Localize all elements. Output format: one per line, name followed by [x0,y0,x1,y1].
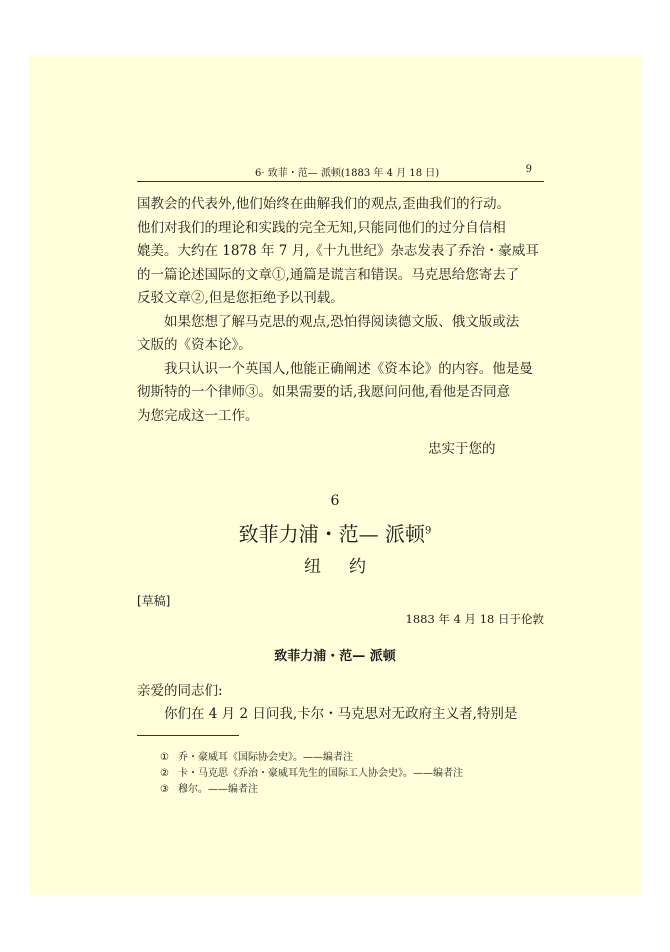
footnote [160,750,463,766]
text-line: 反驳文章②,但是您拒绝予以刊载。 [137,290,344,306]
document-number: 6 [330,493,340,509]
text-line: 他们对我们的理论和实践的完全无知,只能同他们的过分自信相 [137,219,506,236]
footnote-text: 乔・豪威耳《国际协会史》。——编者注 [178,752,353,763]
letter-closing: 忠实于您的 [428,441,496,457]
footnote-divider [137,735,239,736]
dateline: 1883 年 4 月 18 日于伦敦 [405,612,544,626]
document-title [0,518,670,547]
text-line: 我只认识一个英国人,他能正确阐述《资本论》的内容。他是曼 [164,360,533,377]
footnote-text: 卡・马克思《乔治・豪威耳先生的国际工人协会史》。——编者注 [178,768,463,779]
text-line: 文版的《资本论》。 [137,337,252,353]
page-number: 9 [525,164,532,175]
letter-body-start: 你们在 4 月 2 日问我,卡尔・马克思对无政府主义者,特别是 [164,706,518,722]
text-line: 如果您想了解马克思的观点,恐怕得阅读德文版、俄文版或法 [164,313,520,330]
text-line: 国教会的代表外,他们始终在曲解我们的观点,歪曲我们的行动。 [137,196,511,212]
text-line: 的一篇论述国际的文章①,通篇是谎言和错误。马克思给您寄去了 [137,266,520,283]
draft-label: [草稿] [137,594,171,608]
footnote [160,766,463,782]
body-text [137,193,544,428]
salutation: 亲爱的同志们: [137,683,223,699]
footnote-mark: ③ [160,784,169,795]
footnote-mark: ② [160,768,169,779]
document-place: 纽约 [304,557,394,577]
footnote-mark: ① [160,752,169,763]
footnote [160,782,463,798]
letter-heading: 致菲力浦・范— 派顿 [274,649,396,664]
running-header-title: 6· 致菲・范— 派顿(1883 年 4 月 18 日) [255,168,440,179]
text-line: 彻斯特的一个律师③。如果需要的话,我愿问问他,看他是否同意 [137,384,511,400]
footnotes [160,750,463,798]
document-title-text: 致菲力浦・范— 派顿 [238,522,425,546]
running-header [137,164,544,182]
title-note-marker: 9 [424,525,432,537]
footnote-text: 穆尔。——编者注 [178,784,258,795]
text-line: 为您完成这一工作。 [137,407,259,424]
text-line: 媲美。大约在 1878 年 7 月,《十九世纪》杂志发表了乔治・豪威耳 [137,243,539,259]
